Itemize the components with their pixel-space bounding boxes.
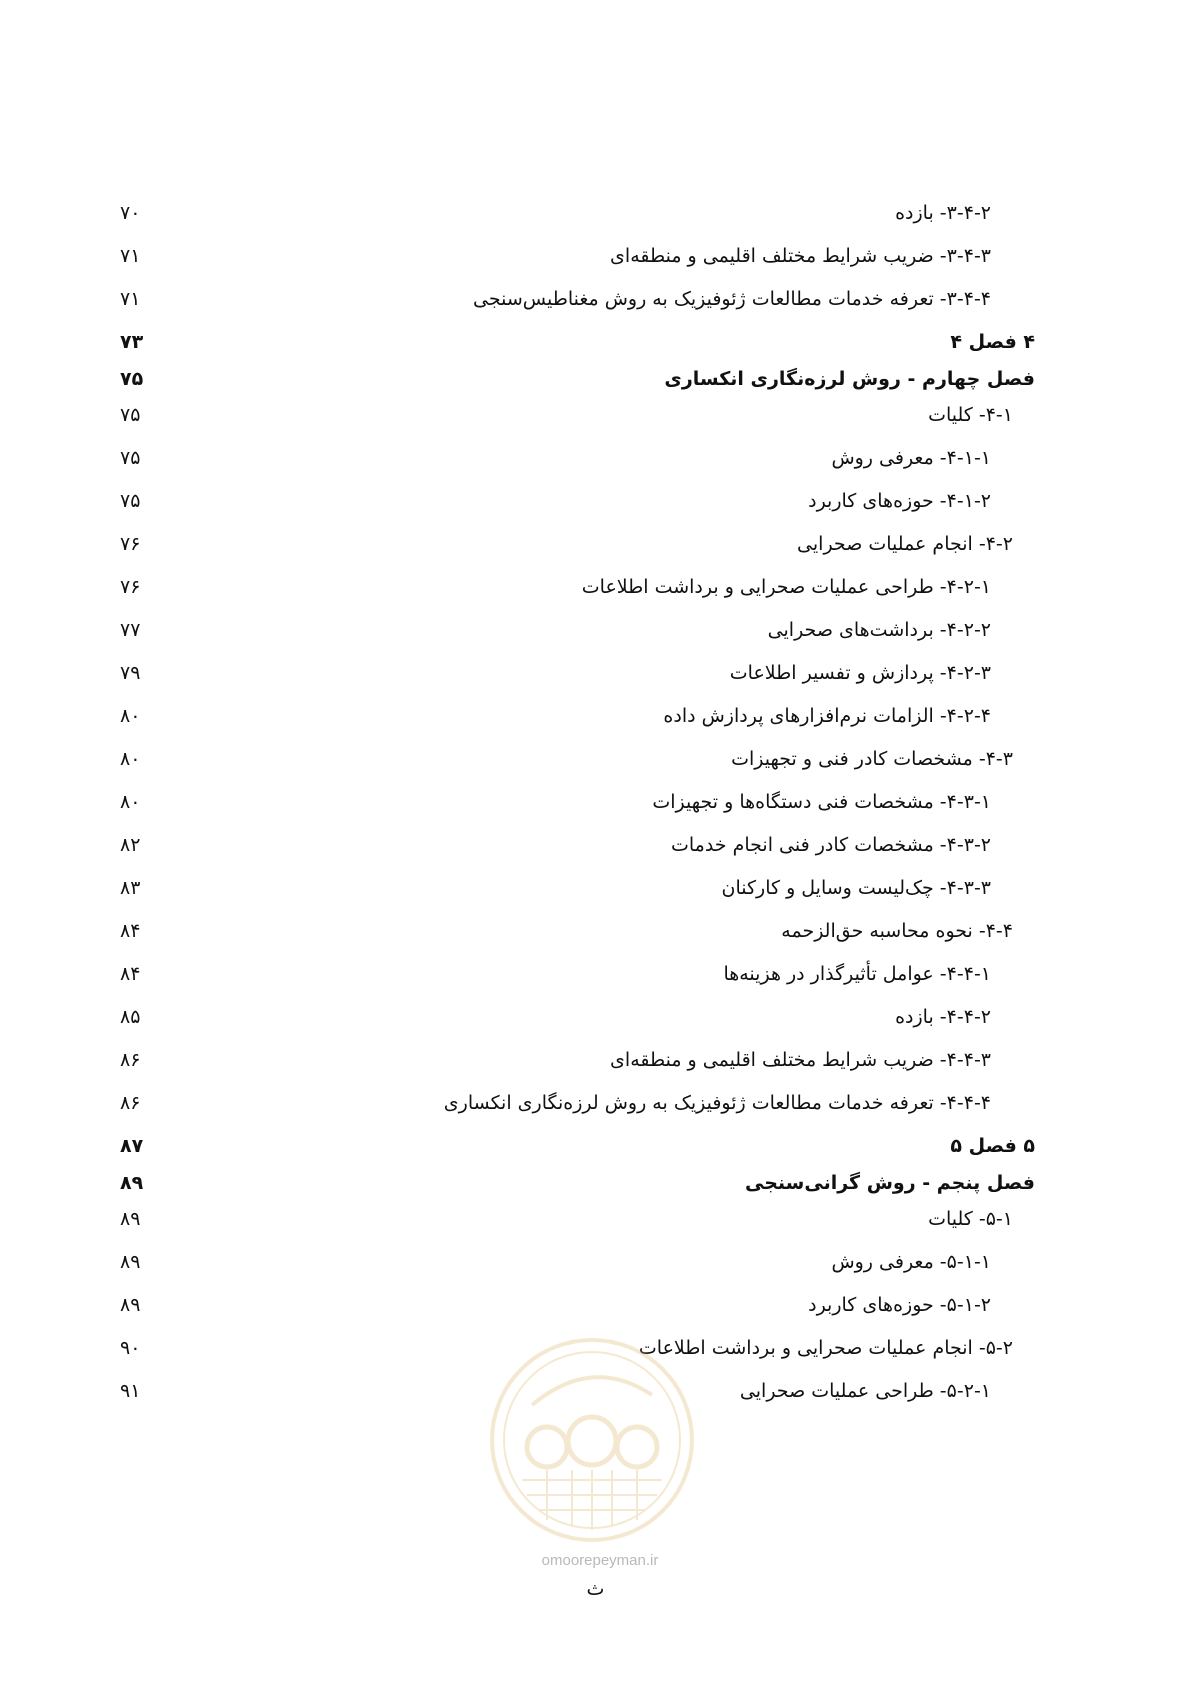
- toc-entry-title: ۵-۲- انجام عملیات صحرایی و برداشت اطلاعات: [638, 1337, 1013, 1359]
- toc-entry-page: ۸۴: [120, 920, 141, 942]
- toc-entry[interactable]: [120, 282, 1035, 316]
- toc-entry-page: ۸۹: [120, 1251, 141, 1273]
- toc-entry-page: ۸۹: [120, 1208, 141, 1230]
- toc-entry-title: ۳-۴-۴- تعرفه خدمات مطالعات ژئوفیزیک به روش مغناطیس‌سنجی: [472, 288, 991, 310]
- toc-entry-title: ۵-۱-۲- حوزه‌های کاربرد: [808, 1294, 991, 1316]
- toc-entry-title: ۵-۲-۱- طراحی عملیات صحرایی: [739, 1380, 991, 1402]
- toc-entry-page: ۷۹: [120, 662, 141, 684]
- toc-entry[interactable]: [120, 742, 1035, 776]
- toc-entry-page: ۸۳: [120, 877, 141, 899]
- toc-entry-page: ۸۶: [120, 1092, 141, 1114]
- page-number: ث: [586, 1578, 605, 1600]
- toc-entry-title: ۴-۲-۳- پردازش و تفسیر اطلاعات: [729, 662, 991, 684]
- toc-entry-page: ۸۰: [120, 791, 141, 813]
- toc-entry[interactable]: [120, 570, 1035, 604]
- toc-entry-title: ۴-۲-۱- طراحی عملیات صحرایی و برداشت اطلاعات: [581, 576, 991, 598]
- toc-entry-page: ۹۰: [120, 1337, 141, 1359]
- toc-entry-page: ۷۶: [120, 576, 141, 598]
- toc-entry-title: ۴-۲-۲- برداشت‌های صحرایی: [767, 619, 991, 641]
- watermark-url: omoorepeyman.ir: [541, 1552, 659, 1569]
- toc-entry[interactable]: [120, 957, 1035, 991]
- toc-entry[interactable]: [120, 1166, 1035, 1200]
- toc-entry-page: ۸۴: [120, 963, 141, 985]
- toc-entry-page: ۷۵: [120, 404, 141, 426]
- toc-entry-title: ۴-۴-۴- تعرفه خدمات مطالعات ژئوفیزیک به روش لرزه‌نگاری انکساری: [443, 1092, 991, 1114]
- toc-entry-page: ۹۱: [120, 1380, 141, 1402]
- toc-entry-title: ۴-۴-۱- عوامل تأثیرگذار در هزینه‌ها: [723, 963, 991, 985]
- toc-entry-page: ۷۵: [120, 447, 141, 469]
- toc-entry[interactable]: [120, 699, 1035, 733]
- toc-entry-page: ۷۱: [120, 288, 141, 310]
- toc-entry[interactable]: [120, 1043, 1035, 1077]
- toc-entry[interactable]: [120, 613, 1035, 647]
- toc-entry[interactable]: [120, 362, 1035, 396]
- toc-entry-page: ۸۶: [120, 1049, 141, 1071]
- toc-entry-title: ۴-۱- کلیات: [928, 404, 1013, 426]
- toc-entry[interactable]: [120, 1202, 1035, 1236]
- toc-entry-title: ۴-۴- نحوه محاسبه حق‌الزحمه: [781, 920, 1013, 942]
- toc-entry[interactable]: [120, 398, 1035, 432]
- toc-entry[interactable]: [120, 656, 1035, 690]
- toc-entry-title: ۴-۳-۱- مشخصات فنی دستگاه‌ها و تجهیزات: [652, 791, 991, 813]
- toc-entry[interactable]: [120, 828, 1035, 862]
- toc-entry-title: ۵-۱- کلیات: [928, 1208, 1013, 1230]
- toc-entry[interactable]: [120, 1245, 1035, 1279]
- toc-entry[interactable]: [120, 484, 1035, 518]
- toc-entry-title: ۴-۳-۲- مشخصات کادر فنی انجام خدمات: [670, 834, 991, 856]
- toc-entry[interactable]: [120, 871, 1035, 905]
- toc-entry-page: ۷۰: [120, 202, 141, 224]
- toc-entry-page: ۷۶: [120, 533, 141, 555]
- toc-entry-title: فصل پنجم - روش گرانی‌سنجی: [744, 1172, 1035, 1194]
- toc-entry[interactable]: [120, 196, 1035, 230]
- toc-entry[interactable]: [120, 1288, 1035, 1322]
- toc-entry-title: ۴-۱-۲- حوزه‌های کاربرد: [808, 490, 991, 512]
- toc-entry-title: ۴-۳-۳- چک‌لیست وسایل و کارکنان: [721, 877, 991, 899]
- toc-entry-page: ۸۰: [120, 705, 141, 727]
- toc-entry-title: ۳-۴-۳- ضریب شرایط مختلف اقلیمی و منطقه‌ای: [610, 245, 991, 267]
- omoorepeyman-logo-icon: [487, 1335, 697, 1545]
- toc-entry-page: ۸۰: [120, 748, 141, 770]
- toc-entry-title: ۵-۱-۱- معرفی روش: [831, 1251, 991, 1273]
- toc-entry-page: ۷۷: [120, 619, 141, 641]
- toc-entry-title: ۵ فصل ۵: [950, 1135, 1035, 1157]
- toc-entry[interactable]: [120, 527, 1035, 561]
- toc-entry-page: ۸۷: [120, 1135, 144, 1157]
- toc-entry-title: ۴-۴-۲- بازده: [895, 1006, 991, 1028]
- toc-entry[interactable]: [120, 325, 1035, 359]
- toc-entry-page: ۸۹: [120, 1294, 141, 1316]
- toc-entry-page: ۸۵: [120, 1006, 141, 1028]
- toc-entry[interactable]: [120, 441, 1035, 475]
- toc-entry-page: ۷۵: [120, 490, 141, 512]
- toc-entry[interactable]: [120, 239, 1035, 273]
- toc-entry[interactable]: [120, 1000, 1035, 1034]
- toc-entry-title: ۳-۴-۲- بازده: [895, 202, 991, 224]
- toc-entry[interactable]: [120, 1129, 1035, 1163]
- toc-entry-title: فصل چهارم - روش لرزه‌نگاری انکساری: [664, 368, 1035, 390]
- toc-entry-title: ۴-۴-۳- ضریب شرایط مختلف اقلیمی و منطقه‌ای: [610, 1049, 991, 1071]
- toc-entry-page: ۷۳: [120, 331, 144, 353]
- toc-entry[interactable]: [120, 914, 1035, 948]
- toc-entry[interactable]: [120, 1086, 1035, 1120]
- toc-entry-page: ۷۱: [120, 245, 141, 267]
- toc-entry-page: ۷۵: [120, 368, 144, 390]
- toc-entry-page: ۸۹: [120, 1172, 144, 1194]
- toc-entry-title: ۴-۳- مشخصات کادر فنی و تجهیزات: [731, 748, 1013, 770]
- toc-entry-title: ۴-۲- انجام عملیات صحرایی: [797, 533, 1013, 555]
- toc-entry-page: ۸۲: [120, 834, 141, 856]
- toc-entry[interactable]: [120, 785, 1035, 819]
- toc-entry-title: ۴-۱-۱- معرفی روش: [831, 447, 991, 469]
- toc-entry-title: ۴-۲-۴- الزامات نرم‌افزارهای پردازش داده: [663, 705, 991, 727]
- toc-entry-title: ۴ فصل ۴: [950, 331, 1035, 353]
